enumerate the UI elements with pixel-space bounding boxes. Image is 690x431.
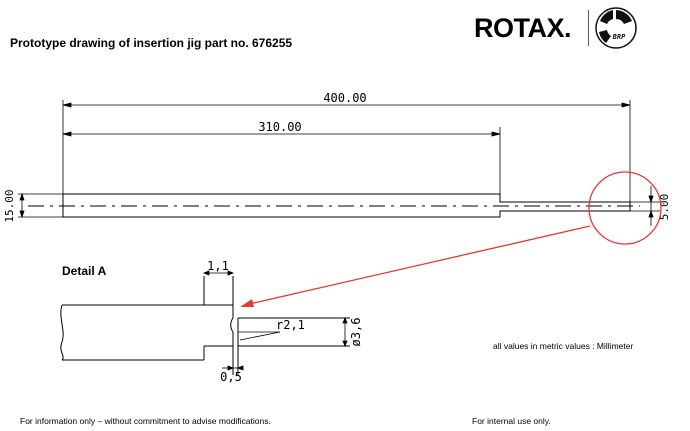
small-height-dimension [630, 186, 660, 226]
detail-diameter-label: ø3,6 [349, 317, 363, 347]
rotax-logo: ROTAX. [474, 13, 571, 43]
large-section-length-label: 310.00 [258, 120, 302, 134]
small-height-label: 5.00 [658, 193, 671, 221]
overall-length-dimension [63, 100, 630, 202]
footer-internal-use: For internal use only. [472, 416, 551, 426]
detail-radius-label: r2,1 [276, 318, 305, 332]
detail-width-bottom-label: 0,5 [220, 370, 242, 384]
overall-length-label: 400.00 [323, 91, 367, 105]
page-title: Prototype drawing of insertion jig part no. 676255 [10, 36, 293, 50]
brp-badge-text: BRP [612, 33, 626, 41]
large-section-dimension [63, 127, 500, 194]
detail-a-title: Detail A [62, 264, 107, 278]
detail-callout-circle [589, 172, 661, 244]
detail-callout-arrowhead [240, 299, 254, 307]
units-note: all values in metric values : Millimeter [493, 341, 634, 351]
footer-disclaimer: For information only – without commitment to advise modifications. [20, 416, 271, 426]
large-height-label: 15.00 [3, 189, 16, 223]
detail-width-top-label: 1,1 [207, 259, 229, 273]
detail-callout-arrow [245, 226, 590, 305]
